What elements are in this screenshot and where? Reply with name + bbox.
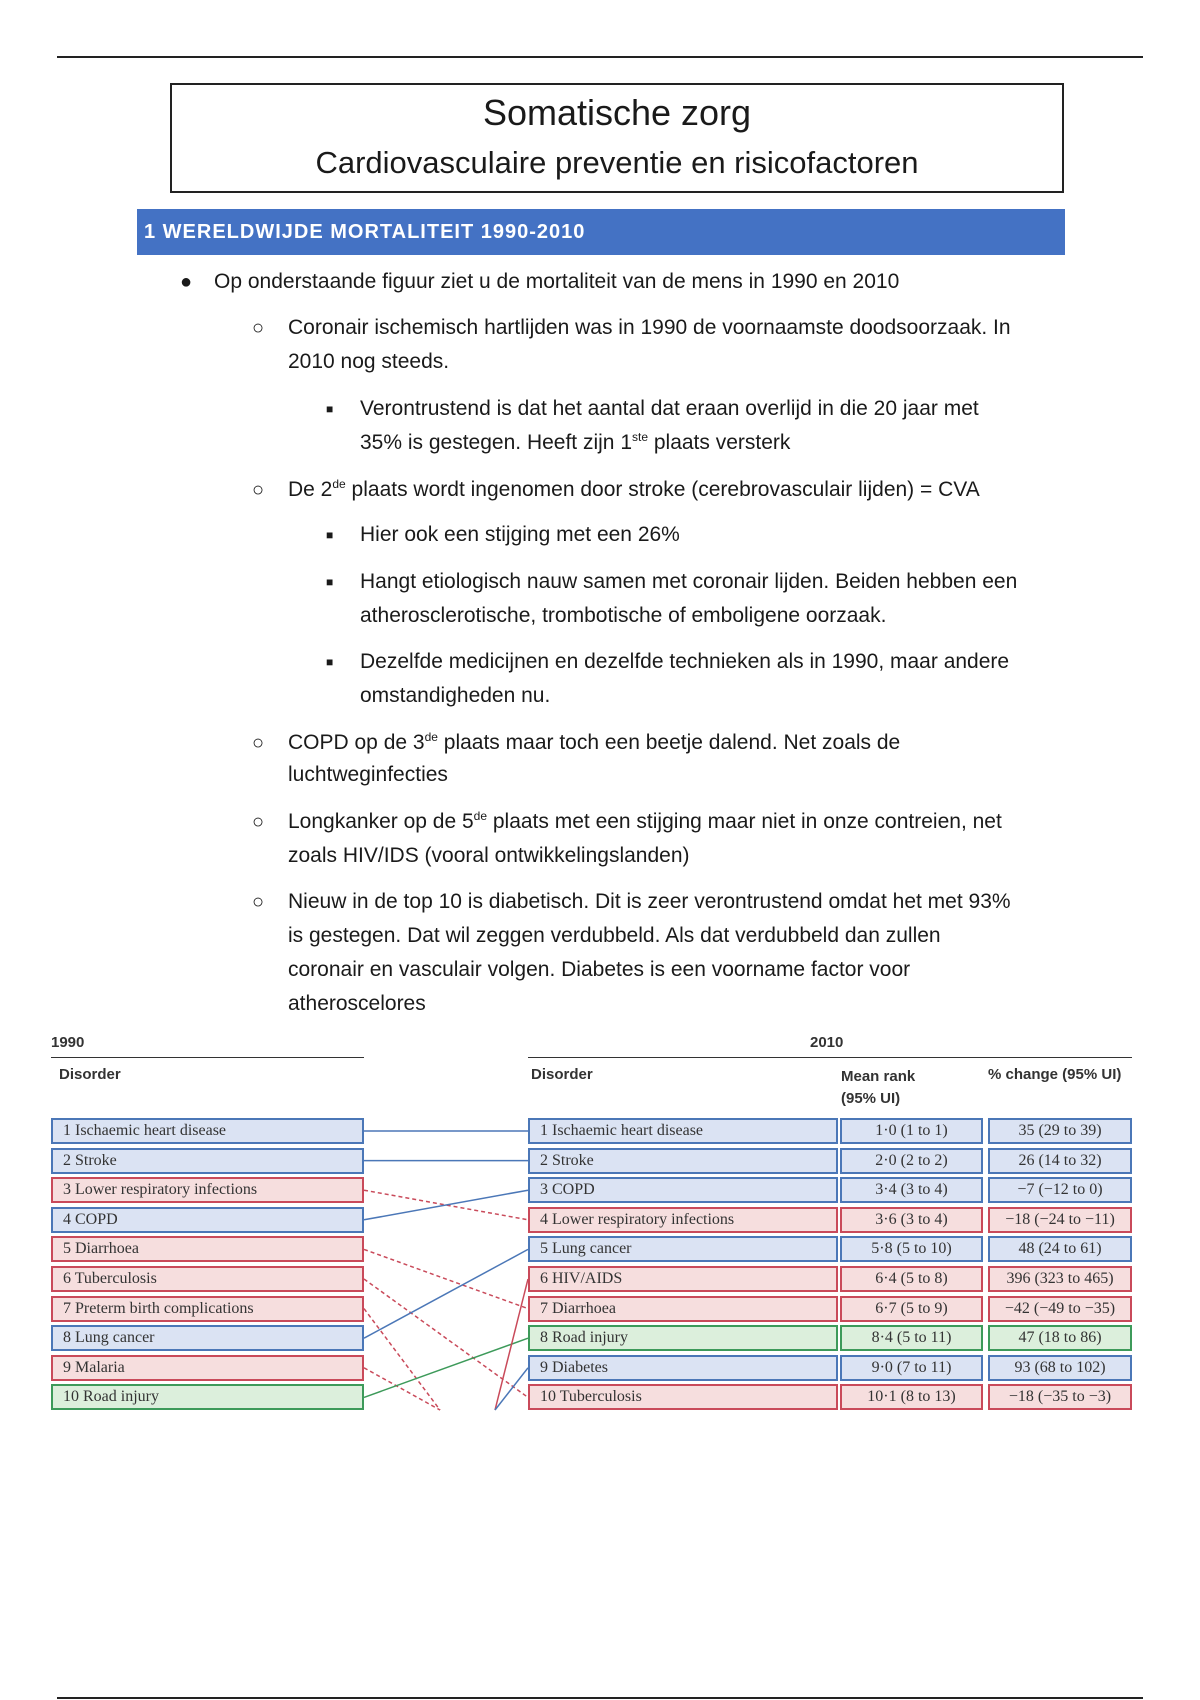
right-disorder-row: 4 Lower respiratory infections bbox=[528, 1207, 838, 1233]
left-disorder-row: 4 COPD bbox=[51, 1207, 364, 1233]
circle-bullet: ○ bbox=[252, 317, 265, 339]
circle-bullet: ○ bbox=[252, 479, 265, 501]
mean-rank-cell: 10·1 (8 to 13) bbox=[840, 1384, 983, 1410]
left-disorder-header: Disorder bbox=[59, 1066, 121, 1083]
section-heading: 1 WERELDWIJDE MORTALITEIT 1990-2010 bbox=[137, 209, 1065, 255]
mean-rank-cell: 3·6 (3 to 4) bbox=[840, 1207, 983, 1233]
right-disorder-row: 3 COPD bbox=[528, 1177, 838, 1203]
bullet-dot: ● bbox=[180, 271, 193, 293]
left-disorder-row: 10 Road injury bbox=[51, 1384, 364, 1410]
left-disorder-row: 9 Malaria bbox=[51, 1355, 364, 1381]
sub-item-text: omstandigheden nu. bbox=[360, 684, 551, 707]
left-disorder-row: 3 Lower respiratory infections bbox=[51, 1177, 364, 1203]
mortality-ranking-figure bbox=[0, 1025, 1200, 1445]
mean-rank-cell: 1·0 (1 to 1) bbox=[840, 1118, 983, 1144]
bullet-text: Op onderstaande figuur ziet u de mortaliteit van de mens in 1990 en 2010 bbox=[214, 270, 900, 293]
change-cell: 26 (14 to 32) bbox=[988, 1148, 1132, 1174]
square-bullet: ■ bbox=[326, 402, 334, 416]
page-subtitle: Cardiovasculaire preventie en risicofactoren bbox=[315, 145, 919, 180]
square-bullet: ■ bbox=[326, 528, 334, 542]
change-header: % change (95% UI) bbox=[988, 1066, 1122, 1083]
item-text: zoals HIV/IDS (vooral ontwikkelingslanden) bbox=[288, 844, 690, 867]
sub-item-text: 35% is gestegen. Heeft zijn 1ste plaats versterk bbox=[360, 430, 791, 454]
circle-bullet: ○ bbox=[252, 891, 265, 913]
item-text: Nieuw in de top 10 is diabetisch. Dit is zeer verontrustend omdat het met 93% bbox=[288, 890, 1011, 913]
mean-rank-cell: 3·4 (3 to 4) bbox=[840, 1177, 983, 1203]
item-text: 2010 nog steeds. bbox=[288, 350, 450, 373]
page-title: Somatische zorg bbox=[482, 92, 752, 133]
rank-link-lines bbox=[0, 1025, 1200, 1445]
mean-rank-header: Mean rank (95% UI) bbox=[841, 1068, 916, 1107]
year-2010-label: 2010 bbox=[810, 1034, 844, 1051]
square-bullet: ■ bbox=[326, 655, 334, 669]
left-disorder-row: 7 Preterm birth complications bbox=[51, 1296, 364, 1322]
right-disorder-row: 2 Stroke bbox=[528, 1148, 838, 1174]
mean-rank-cell: 6·4 (5 to 8) bbox=[840, 1266, 983, 1292]
mean-rank-cell: 9·0 (7 to 11) bbox=[840, 1355, 983, 1381]
sub-item-text: Dezelfde medicijnen en dezelfde technieken als in 1990, maar andere bbox=[360, 650, 1010, 673]
title-box bbox=[170, 83, 1064, 193]
item-text: luchtweginfecties bbox=[288, 763, 448, 786]
left-disorder-row: 1 Ischaemic heart disease bbox=[51, 1118, 364, 1144]
left-disorder-row: 8 Lung cancer bbox=[51, 1325, 364, 1351]
sub-item-text: Hier ook een stijging met een 26% bbox=[360, 523, 680, 546]
square-bullet: ■ bbox=[326, 575, 334, 589]
right-disorder-row: 8 Road injury bbox=[528, 1325, 838, 1351]
change-cell: −18 (−35 to −3) bbox=[988, 1384, 1132, 1410]
right-disorder-row: 5 Lung cancer bbox=[528, 1236, 838, 1262]
change-cell: −18 (−24 to −11) bbox=[988, 1207, 1132, 1233]
change-cell: 47 (18 to 86) bbox=[988, 1325, 1132, 1351]
year-1990-label: 1990 bbox=[51, 1034, 85, 1051]
mean-rank-cell: 6·7 (5 to 9) bbox=[840, 1296, 983, 1322]
left-disorder-row: 2 Stroke bbox=[51, 1148, 364, 1174]
rank-link-line bbox=[364, 1249, 528, 1308]
item-text: atheroscelores bbox=[288, 992, 426, 1015]
sub-item-text: Verontrustend is dat het aantal dat eraan overlijd in die 20 jaar met bbox=[360, 397, 979, 420]
right-disorder-row: 10 Tuberculosis bbox=[528, 1384, 838, 1410]
change-cell: 48 (24 to 61) bbox=[988, 1236, 1132, 1262]
right-disorder-row: 7 Diarrhoea bbox=[528, 1296, 838, 1322]
bottom-rule bbox=[57, 1697, 1143, 1699]
item-text: Coronair ischemisch hartlijden was in 1990 de voornaamste doodsoorzaak. In bbox=[288, 316, 1011, 339]
item-text: De 2de plaats wordt ingenomen door stroke (cerebrovasculair lijden) = CVA bbox=[288, 477, 980, 501]
right-disorder-row: 1 Ischaemic heart disease bbox=[528, 1118, 838, 1144]
circle-bullet: ○ bbox=[252, 811, 265, 833]
change-cell: 35 (29 to 39) bbox=[988, 1118, 1132, 1144]
mean-rank-cell: 8·4 (5 to 11) bbox=[840, 1325, 983, 1351]
item-text: coronair en vasculair volgen. Diabetes is een voorname factor voor bbox=[288, 958, 911, 981]
circle-bullet: ○ bbox=[252, 732, 265, 754]
rank-link-line bbox=[364, 1309, 440, 1410]
right-disorder-row: 6 HIV/AIDS bbox=[528, 1266, 838, 1292]
item-text: is gestegen. Dat wil zeggen verdubbeld. Als dat verdubbeld dan zullen bbox=[288, 924, 941, 947]
mean-rank-cell: 2·0 (2 to 2) bbox=[840, 1148, 983, 1174]
change-cell: −42 (−49 to −35) bbox=[988, 1296, 1132, 1322]
rank-link-line bbox=[364, 1249, 528, 1338]
rank-link-line bbox=[495, 1279, 528, 1410]
sub-item-text: Hangt etiologisch nauw samen met coronair lijden. Beiden hebben een bbox=[360, 570, 1018, 593]
mean-rank-cell: 5·8 (5 to 10) bbox=[840, 1236, 983, 1262]
change-cell: 93 (68 to 102) bbox=[988, 1355, 1132, 1381]
right-disorder-row: 9 Diabetes bbox=[528, 1355, 838, 1381]
top-rule bbox=[57, 56, 1143, 58]
sub-item-text: atherosclerotische, trombotische of emboligene oorzaak. bbox=[360, 604, 887, 627]
rank-link-line bbox=[364, 1338, 528, 1397]
change-cell: 396 (323 to 465) bbox=[988, 1266, 1132, 1292]
item-text: COPD op de 3de plaats maar toch een beetje dalend. Net zoals de bbox=[288, 730, 901, 754]
right-disorder-header: Disorder bbox=[531, 1066, 593, 1083]
item-text: Longkanker op de 5de plaats met een stijging maar niet in onze contreien, net bbox=[288, 809, 1002, 833]
left-disorder-row: 5 Diarrhoea bbox=[51, 1236, 364, 1262]
left-disorder-row: 6 Tuberculosis bbox=[51, 1266, 364, 1292]
change-cell: −7 (−12 to 0) bbox=[988, 1177, 1132, 1203]
